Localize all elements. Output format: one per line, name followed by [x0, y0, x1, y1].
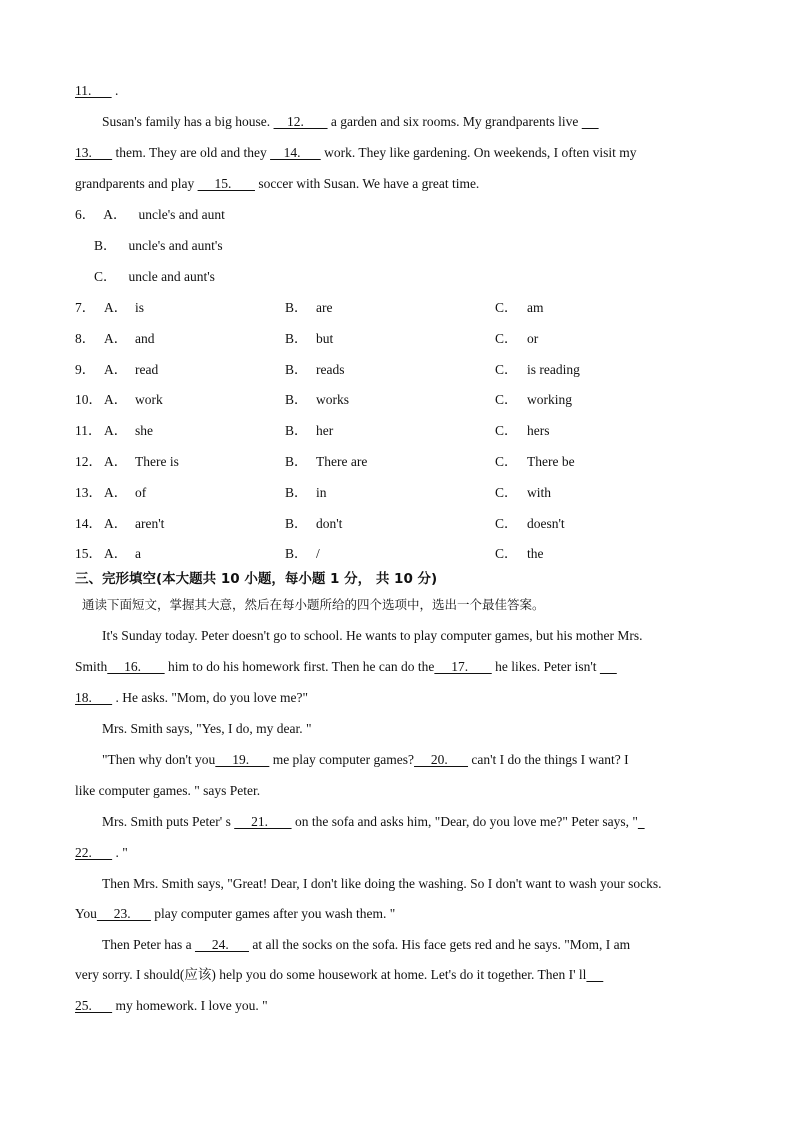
blank-17[interactable]: 17.	[434, 659, 492, 674]
blank-22-start[interactable]	[638, 814, 645, 829]
option-c-label[interactable]: C．	[495, 300, 518, 315]
passage-2-line-11: Then Peter has a 24. at all the socks on the sofa. His face gets red and he says. "Mom, I am	[102, 937, 631, 952]
passage-2-line-9: Then Mrs. Smith says, "Great! Dear, I don't like doing the washing. So I don't want to wash your socks.	[102, 876, 662, 891]
question-6-option-c[interactable]: C． uncle and aunt's	[94, 269, 215, 284]
section-3-heading: 三、完形填空(本大题共 10 小题，每小题 1 分， 共 10 分)	[75, 571, 438, 587]
option-b-text[interactable]: her	[316, 423, 334, 439]
option-b-label[interactable]: B．	[285, 454, 308, 469]
question-number: 14．	[75, 515, 102, 531]
question-row	[0, 545, 794, 563]
option-a-text[interactable]: read	[135, 361, 159, 377]
blank-16[interactable]: 16.	[107, 659, 165, 674]
blank-12[interactable]: 12.	[273, 114, 328, 129]
option-a-label[interactable]: A．	[104, 454, 128, 469]
option-c-text[interactable]: doesn't	[527, 515, 565, 531]
option-b-label[interactable]: B．	[285, 546, 308, 562]
blank-19[interactable]: 19.	[215, 752, 270, 767]
passage-1-prev-line	[75, 82, 118, 100]
blank-13[interactable]: 13.	[75, 145, 113, 160]
option-a-text[interactable]: aren't	[135, 515, 165, 531]
passage-2-line-5: "Then why don't you 19. me play computer games? 20. can't I do the things I want? I	[102, 752, 629, 767]
blank-18[interactable]: 18.	[75, 690, 113, 705]
question-number: 8．	[75, 330, 96, 346]
option-c-text[interactable]: is reading	[527, 361, 580, 377]
passage-2-line-13: 25. my homework. I love you. "	[75, 998, 268, 1013]
option-c-label[interactable]: C．	[495, 423, 518, 439]
option-b-text[interactable]: /	[316, 546, 320, 562]
option-b-text[interactable]: are	[316, 300, 333, 315]
option-b-text[interactable]: but	[316, 330, 334, 346]
question-row	[0, 515, 794, 533]
question-row	[0, 422, 794, 440]
question-number: 7．	[75, 300, 96, 315]
passage-1-line-3: grandparents and play 15. soccer with Susan. We have a great time.	[75, 176, 480, 191]
option-c-text[interactable]: the	[527, 546, 544, 562]
option-b-text[interactable]: reads	[316, 361, 345, 377]
option-b-text[interactable]: in	[316, 484, 327, 500]
option-b-text[interactable]: works	[316, 392, 349, 408]
passage-2-line-8: 22. . "	[75, 845, 128, 860]
option-a-label[interactable]: A．	[104, 546, 128, 562]
option-b-text[interactable]: There are	[316, 454, 368, 469]
option-a-label[interactable]: A．	[104, 423, 128, 439]
question-row	[0, 299, 794, 317]
option-a-label[interactable]: A．	[104, 330, 128, 346]
passage-2-line-2: Smith 16. him to do his homework first. Then he can do the 17. he likes. Peter isn't	[75, 658, 617, 676]
option-a-label[interactable]: A．	[104, 361, 128, 377]
option-a-label[interactable]: A．	[104, 484, 128, 500]
option-a-text[interactable]: There is	[135, 454, 179, 469]
question-number: 13．	[75, 484, 102, 500]
blank-20[interactable]: 20.	[414, 752, 469, 767]
option-b-text[interactable]: don't	[316, 515, 343, 531]
question-number: 15．	[75, 546, 102, 562]
question-row	[0, 330, 794, 348]
blank-21[interactable]: 21.	[234, 814, 292, 829]
option-a-text[interactable]: she	[135, 423, 153, 439]
option-b-label[interactable]: B．	[285, 330, 308, 346]
option-c-label[interactable]: C．	[495, 515, 518, 531]
option-b-label[interactable]: B．	[285, 392, 308, 408]
option-c-text[interactable]: hers	[527, 423, 550, 439]
passage-1-line-1: Susan's family has a big house. 12. a garden and six rooms. My grandparents live	[102, 113, 599, 131]
option-b-label[interactable]: B．	[285, 361, 308, 377]
option-a-text[interactable]: and	[135, 330, 155, 346]
passage-2-line-4: Mrs. Smith says, "Yes, I do, my dear. "	[102, 721, 312, 736]
question-row	[0, 391, 794, 409]
option-c-text[interactable]: or	[527, 330, 539, 346]
option-c-text[interactable]: working	[527, 392, 572, 408]
passage-2-line-7: Mrs. Smith puts Peter' s 21. on the sofa and asks him, "Dear, do you love me?" Peter says, "	[102, 813, 645, 831]
blank-18-start[interactable]	[600, 659, 617, 674]
blank-25[interactable]: 25.	[75, 998, 113, 1013]
option-c-text[interactable]: with	[527, 484, 552, 500]
option-a-label[interactable]: A．	[104, 300, 128, 315]
passage-2-line-6: like computer games. " says Peter.	[75, 783, 261, 798]
section-3-instructions: 通读下面短文，掌握其大意，然后在每小题所给的四个选项中，选出一个最佳答案。	[82, 597, 545, 612]
question-6-option-b[interactable]: B． uncle's and aunt's	[94, 238, 223, 253]
passage-2-line-3: 18. . He asks. "Mom, do you love me?"	[75, 690, 308, 705]
passage-2-line-1: It's Sunday today. Peter doesn't go to school. He wants to play computer games, but his mother Mrs.	[102, 628, 643, 643]
option-c-label[interactable]: C．	[495, 361, 518, 377]
option-a-text[interactable]: a	[135, 546, 141, 562]
option-a-text[interactable]: work	[135, 392, 163, 408]
passage-2-line-12: very sorry. I should(应该) help you do some housework at home. Let's do it together. Then I' ll	[75, 966, 603, 984]
blank-25-start[interactable]	[586, 967, 603, 982]
blank-22[interactable]: 22.	[75, 845, 113, 860]
question-row	[0, 453, 794, 471]
question-row	[0, 484, 794, 502]
question-number: 12．	[75, 454, 102, 469]
option-c-text[interactable]: am	[527, 300, 544, 315]
option-a-label[interactable]: A．	[104, 392, 128, 408]
blank-13-start[interactable]	[582, 114, 599, 129]
blank-24[interactable]: 24.	[194, 937, 249, 952]
passage-1-line-2: 13. them. They are old and they 14. work. They like gardening. On weekends, I often visit my	[75, 145, 637, 160]
option-a-text[interactable]: is	[135, 300, 145, 315]
question-number: 9．	[75, 361, 96, 377]
option-b-label[interactable]: B．	[285, 423, 308, 439]
question-row	[0, 361, 794, 379]
question-number: 11．	[75, 423, 102, 439]
option-c-label[interactable]: C．	[495, 392, 518, 408]
option-c-label[interactable]: C．	[495, 546, 518, 562]
option-b-label[interactable]: B．	[285, 300, 308, 315]
blank-14[interactable]: 14.	[270, 145, 321, 160]
option-b-label[interactable]: B．	[285, 515, 308, 531]
blank-15[interactable]: 15.	[197, 176, 255, 191]
blank-11[interactable]: 11.	[75, 83, 112, 98]
option-a-text[interactable]: of	[135, 484, 147, 500]
option-a-label[interactable]: A．	[104, 515, 128, 531]
question-number: 10．	[75, 392, 102, 408]
option-c-label[interactable]: C．	[495, 484, 518, 500]
question-6-option-a[interactable]: 6． A． uncle's and aunt	[75, 207, 225, 222]
option-c-text[interactable]: There be	[527, 454, 575, 469]
period: .	[111, 83, 119, 98]
option-c-label[interactable]: C．	[495, 330, 518, 346]
option-c-label[interactable]: C．	[495, 454, 518, 469]
passage-2-line-10: You 23. play computer games after you wash them. "	[75, 906, 396, 921]
blank-23[interactable]: 23.	[96, 906, 151, 921]
option-b-label[interactable]: B．	[285, 484, 308, 500]
